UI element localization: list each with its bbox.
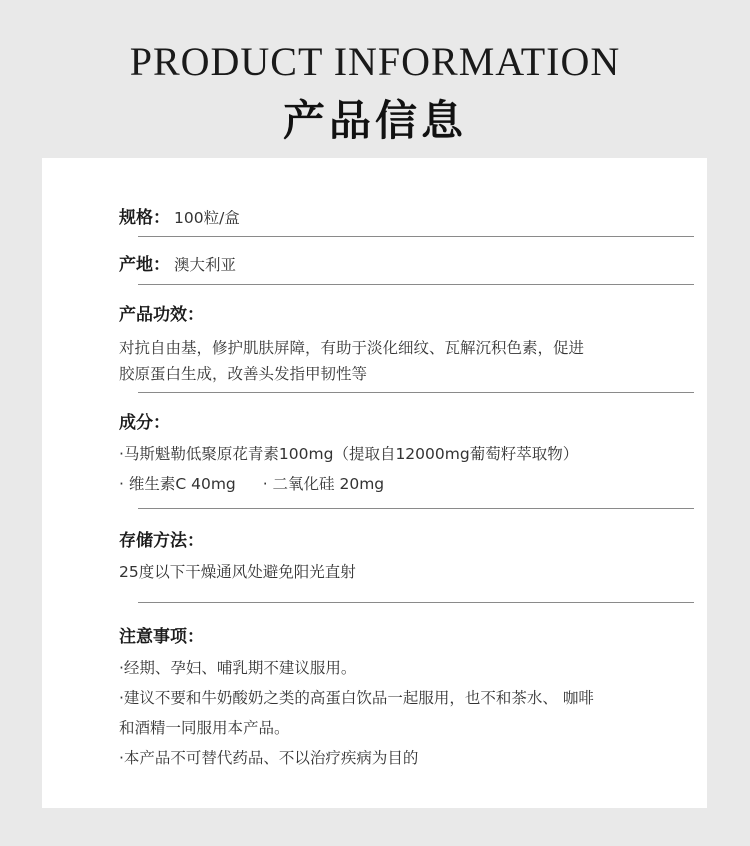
divider <box>138 508 694 509</box>
efficacy-label: 产品功效： <box>119 305 204 325</box>
info-card <box>42 158 707 808</box>
efficacy-section <box>119 300 694 389</box>
divider <box>138 236 694 237</box>
divider <box>138 284 694 285</box>
page-title-chinese: 产品信息 <box>282 96 467 145</box>
note-item: ·建议不要和牛奶酸奶之类的高蛋白饮品一起服用，也不和茶水、 咖啡 <box>119 689 594 707</box>
ingredient-item: · 二氧化硅 20mg <box>262 475 385 493</box>
spec-row <box>119 203 694 228</box>
page-title-english: PRODUCT INFORMATION <box>129 39 621 84</box>
storage-text: 25度以下干燥通风处避免阳光直射 <box>119 563 356 581</box>
efficacy-text <box>119 333 694 389</box>
origin-value: 澳大利亚 <box>174 256 237 274</box>
origin-row <box>119 250 694 275</box>
divider <box>138 602 694 603</box>
origin-label: 产地： <box>119 255 170 275</box>
ingredient-item: · 维生素C 40mg <box>119 475 236 493</box>
ingredient-item: ·马斯魁勒低聚原花青素100mg（提取自12000mg葡萄籽萃取物） <box>119 445 579 463</box>
ingredient-row <box>119 469 694 499</box>
note-item: ·经期、孕妇、哺乳期不建议服用。 <box>119 659 357 677</box>
efficacy-line: 对抗自由基，修护肌肤屏障，有助于淡化细纹、瓦解沉积色素，促进 <box>119 339 585 357</box>
storage-section <box>119 526 694 587</box>
ingredients-label: 成分： <box>119 413 170 433</box>
spec-label: 规格： <box>119 208 170 228</box>
divider <box>138 392 694 393</box>
note-item-continued: 和酒精一同服用本产品。 <box>119 719 290 737</box>
ingredients-section <box>119 408 694 499</box>
storage-label: 存储方法： <box>119 531 204 551</box>
note-item: ·本产品不可替代药品、不以治疗疾病为目的 <box>119 749 419 767</box>
notes-section <box>119 622 694 773</box>
efficacy-line: 胶原蛋白生成，改善头发指甲韧性等 <box>119 365 368 383</box>
notes-label: 注意事项： <box>119 627 204 647</box>
spec-value: 100粒/盒 <box>174 209 240 227</box>
